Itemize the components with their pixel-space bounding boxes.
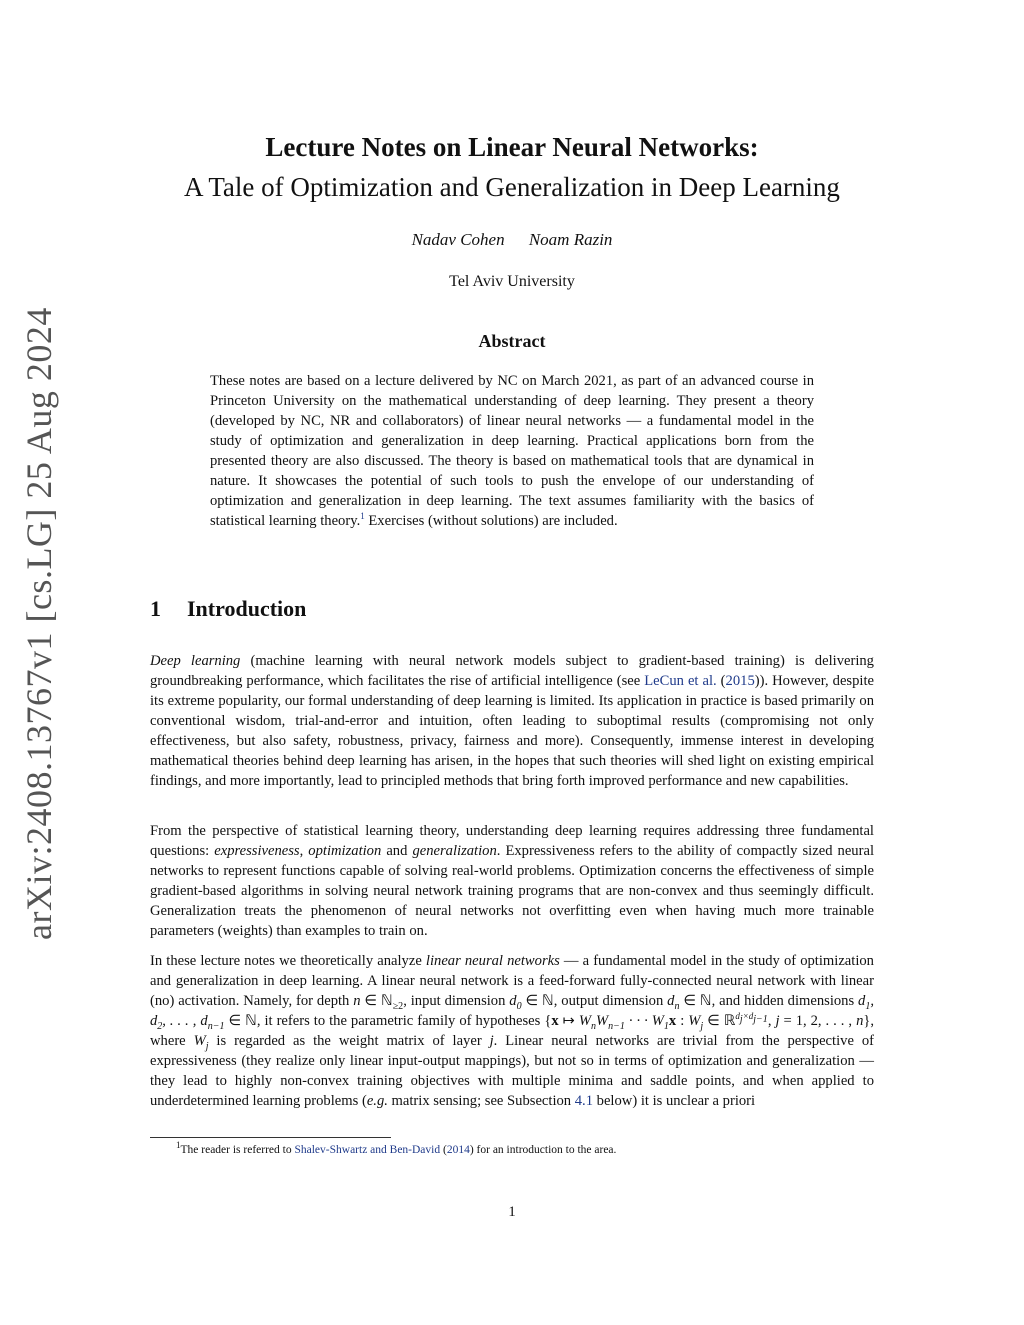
affiliation: Tel Aviv University xyxy=(449,273,575,290)
paragraph xyxy=(150,821,874,941)
page-number: 1 xyxy=(508,1204,516,1220)
paper-subtitle: A Tale of Optimization and Generalization in Deep Learning xyxy=(184,172,840,202)
text-run: ) for an introduction to the area. xyxy=(469,1144,617,1156)
abstract-body xyxy=(210,371,814,531)
math-weight-matrix: $W_j$ xyxy=(193,1033,209,1052)
citation-link[interactable]: Shalev-Shwartz and Ben-David xyxy=(294,1144,441,1156)
paragraph xyxy=(150,651,874,791)
text-run: From the perspective of statistical learning theory, understanding deep learning requires addressing three fundamental questions: xyxy=(150,823,874,859)
text-run: , it refers to the parametric family of hypotheses xyxy=(256,1013,545,1029)
text-run: , xyxy=(299,843,309,859)
math-depth: n ∈ ℕ$_{\ge 2}$ xyxy=(353,993,404,1012)
emphasis: Deep learning xyxy=(150,653,241,669)
math-hidden-dims: $d_1$, $d_2$, . . . , $d_{n-1}$ ∈ ℕ xyxy=(150,993,874,1032)
text-run: , input dimension xyxy=(403,993,510,1009)
paper-title: Lecture Notes on Linear Neural Networks: xyxy=(265,132,759,162)
footnote-number: 1 xyxy=(176,1140,181,1151)
author-list xyxy=(0,230,1024,250)
citation-year-link[interactable]: 2014 xyxy=(446,1144,470,1156)
footnote-rule xyxy=(150,1137,391,1138)
section-number: 1 xyxy=(150,596,161,621)
text-run: , output dimension xyxy=(553,993,668,1009)
text-run: below) it is unclear a priori xyxy=(593,1093,756,1109)
math-input-dim: $d_0$ ∈ ℕ xyxy=(509,993,554,1012)
text-run: ( xyxy=(716,673,726,689)
text-run: and xyxy=(381,843,413,859)
emphasis: generalization xyxy=(412,843,497,859)
text-run: , where xyxy=(150,1013,875,1049)
abstract-text: These notes are based on a lecture delivered by NC on March 2021, as part of an advanced course in Princeton University on the mathematical understanding of deep learning. They present a theory (developed by NC, NR and collaborators) of linear neural networks — a fundamental model in the study of optimization and generalization in deep learning. Practical applications born from the presented theory are also discussed. The theory is based on mathematical tools that are dynamical in nature. It showcases the potential of such tools to push the envelope of our understanding of optimization and generalization in deep learning. The text assumes familiarity with the basics of statistical learning theory. xyxy=(210,373,814,529)
text-run: . Expressiveness refers to the ability of compactly sized neural networks to represent functions capable of solving real-world problems. Optimization concerns the effectiveness of simple gradient-based algorithms in solving neural network training programs that are non-convex and thus seemingly difficult. Generalization treats the phenomenon of neural networks not overfitting even when having much more trainable parameters (weights) than examples to train on. xyxy=(150,843,874,939)
section-heading xyxy=(150,596,306,622)
section-title: Introduction xyxy=(187,596,307,621)
text-run: ( xyxy=(440,1144,447,1156)
footnote xyxy=(150,1140,874,1158)
text-run: . Linear neural networks are trivial from the perspective of expressiveness (they realize only linear input-output mappings), but not so in terms of optimization and generalization — they lead to highly non-convex training objectives with multiple minima and saddle points, and when applied to underdetermined learning problems ( xyxy=(150,1033,874,1109)
emphasis: e.g. xyxy=(366,1093,388,1109)
text-run: In these lecture notes we theoretically analyze xyxy=(150,953,426,969)
emphasis: linear neural networks xyxy=(425,953,560,969)
paragraph xyxy=(150,951,874,1111)
author-name: Noam Razin xyxy=(528,230,613,249)
text-run: (machine learning with neural network models subject to gradient-based training) is delivering groundbreaking performance, which facilitates the rise of artificial intelligence (see xyxy=(150,653,874,689)
emphasis: optimization xyxy=(308,843,382,859)
author-name: Nadav Cohen xyxy=(411,230,505,249)
emphasis: expressiveness xyxy=(214,843,300,859)
text-run: The reader is referred to xyxy=(180,1144,295,1156)
math-layer-index: j xyxy=(489,1033,494,1049)
arxiv-identifier: arXiv:2408.13767v1 [cs.LG] 25 Aug 2024 xyxy=(19,307,59,940)
text-run: )). However, despite its extreme popularity, our formal understanding of deep learning is limited. Its application in practice is based primarily on conventional wisdom, trial-and-error and intuition, often leading to suboptimal results (compromising not only effectiveness, but also safety, robustness, privacy, fairness and more). Consequently, immense interest in developing mathematical theories behind deep learning has arisen, in the hopes that such theories will shed light on existing empirical findings, and more importantly, lead to principled methods that bring forth improved performance and new capabilities. xyxy=(150,673,874,789)
citation-year-link[interactable]: 2015 xyxy=(725,673,755,689)
text-run: matrix sensing; see Subsection xyxy=(387,1093,575,1109)
abstract-heading: Abstract xyxy=(478,331,546,351)
subsection-ref-link[interactable]: 4.1 xyxy=(574,1093,593,1109)
abstract-tail: Exercises (without solutions) are included. xyxy=(368,513,618,529)
text-run: , and hidden dimensions xyxy=(711,993,859,1009)
math-hypotheses: {x ↦ $W_nW_{n-1}$ · · · $W_1x$ : $W_j$ ∈ ℝ$^{d_j\times d_{j-1}}$, j = 1, 2, . . . , n} xyxy=(544,1011,871,1032)
text-run: is regarded as the weight matrix of layer xyxy=(208,1033,490,1049)
text-run: — a fundamental model in the study of optimization and generalization in deep learning. A linear neural network is a feed-forward fully-connected neural network with linear (no) activation. Namely, for depth xyxy=(150,953,874,1009)
math-output-dim: $d_n$ ∈ ℕ xyxy=(667,993,712,1012)
citation-link[interactable]: LeCun et al. xyxy=(644,673,717,689)
footnote-marker[interactable]: 1 xyxy=(360,511,365,522)
